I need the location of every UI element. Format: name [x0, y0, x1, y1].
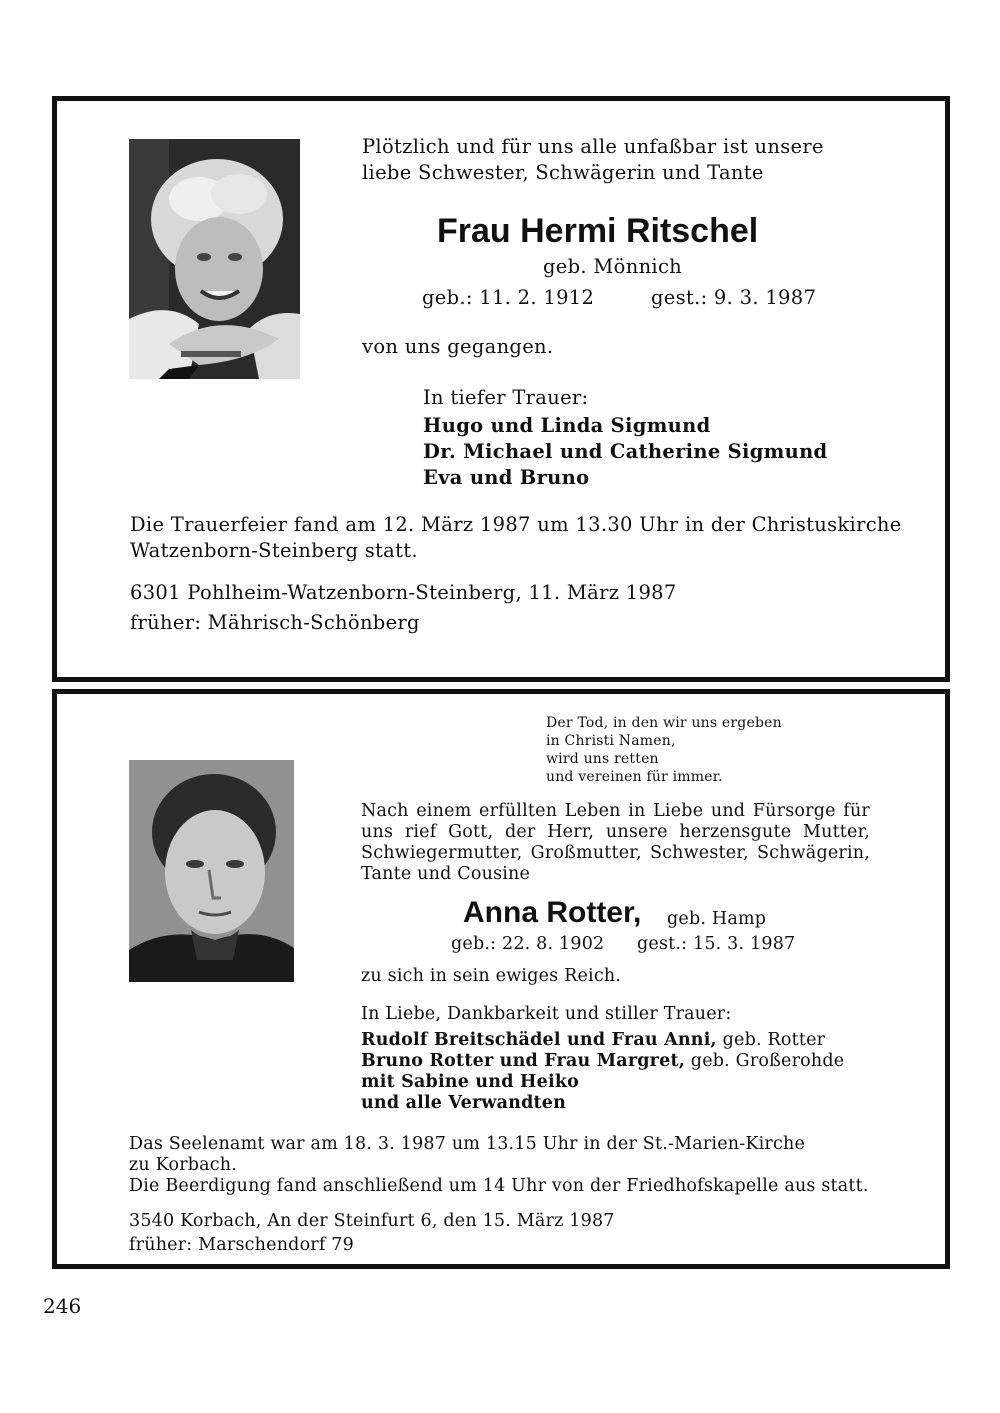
- mourner-2-maiden: geb. Großerohde: [685, 1051, 845, 1071]
- mourner-1: Hugo und Linda Sigmund: [423, 414, 711, 437]
- intro-line-4: Tante und Cousine: [361, 864, 531, 884]
- mourner-2: Dr. Michael und Catherine Sigmund: [423, 440, 828, 463]
- verse-line-1: Der Tod, in den wir uns ergeben: [546, 715, 782, 731]
- portrait-photo-hermi-ritschel: [129, 139, 300, 379]
- former-residence: früher: Mährisch-Schönberg: [130, 611, 420, 634]
- mourning-header: In Liebe, Dankbarkeit und stiller Trauer:: [361, 1004, 732, 1024]
- mourning-header: In tiefer Trauer:: [423, 386, 589, 409]
- intro-line-1: Nach einem erfüllten Leben in Liebe und Fürsorge für: [361, 801, 870, 821]
- deceased-name: Frau Hermi Ritschel: [437, 212, 759, 250]
- ceremony-line-1: Das Seelenamt war am 18. 3. 1987 um 13.15 Uhr in der St.-Marien-Kirche: [129, 1134, 806, 1154]
- birth-date: geb.: 11. 2. 1912: [422, 286, 595, 309]
- deceased-name: Anna Rotter,: [463, 896, 642, 929]
- place-date: 3540 Korbach, An der Steinfurt 6, den 15. März 1987: [129, 1211, 615, 1231]
- mourner-4: und alle Verwandten: [361, 1093, 567, 1113]
- mourner-1: [361, 1030, 825, 1051]
- intro-line-2: uns rief Gott, der Herr, unsere herzensgute Mutter,: [361, 822, 870, 842]
- verse-line-3: wird uns retten: [546, 751, 659, 767]
- place-date: 6301 Pohlheim-Watzenborn-Steinberg, 11. März 1987: [130, 581, 677, 604]
- mourner-3: mit Sabine und Heiko: [361, 1072, 580, 1092]
- death-date: gest.: 9. 3. 1987: [651, 286, 817, 309]
- ceremony-line-1: Die Trauerfeier fand am 12. März 1987 um 13.30 Uhr in der Christuskirche: [130, 513, 902, 536]
- passing-text: von uns gegangen.: [362, 335, 554, 358]
- mourner-3: Eva und Bruno: [423, 466, 590, 489]
- ceremony-line-3: Die Beerdigung fand anschließend um 14 Uhr von der Friedhofskapelle aus statt.: [129, 1176, 869, 1196]
- ceremony-line-2: Watzenborn-Steinberg statt.: [130, 539, 418, 562]
- mourner-1-maiden: geb. Rotter: [716, 1030, 826, 1050]
- mourner-2-names: Bruno Rotter und Frau Margret,: [361, 1051, 686, 1071]
- mourner-2: [361, 1051, 844, 1072]
- ceremony-line-2: zu Korbach.: [129, 1155, 238, 1175]
- mourner-1-names: Rudolf Breitschädel und Frau Anni,: [361, 1030, 717, 1050]
- passing-text: zu sich in sein ewiges Reich.: [361, 966, 622, 986]
- maiden-name: geb. Mönnich: [543, 255, 683, 278]
- intro-line-3: Schwiegermutter, Großmutter, Schwester, Schwägerin,: [361, 843, 870, 863]
- intro-line-2: liebe Schwester, Schwägerin und Tante: [362, 161, 764, 184]
- intro-line-1: Plötzlich und für uns alle unfaßbar ist unsere: [362, 135, 824, 158]
- former-residence: früher: Marschendorf 79: [129, 1235, 354, 1255]
- death-date: gest.: 15. 3. 1987: [637, 934, 796, 954]
- page-number: 246: [43, 1294, 82, 1318]
- verse-line-2: in Christi Namen,: [546, 733, 676, 749]
- maiden-name: geb. Hamp: [667, 909, 767, 929]
- birth-date: geb.: 22. 8. 1902: [451, 934, 605, 954]
- portrait-photo-anna-rotter: [129, 760, 294, 982]
- verse-line-4: und vereinen für immer.: [546, 769, 723, 785]
